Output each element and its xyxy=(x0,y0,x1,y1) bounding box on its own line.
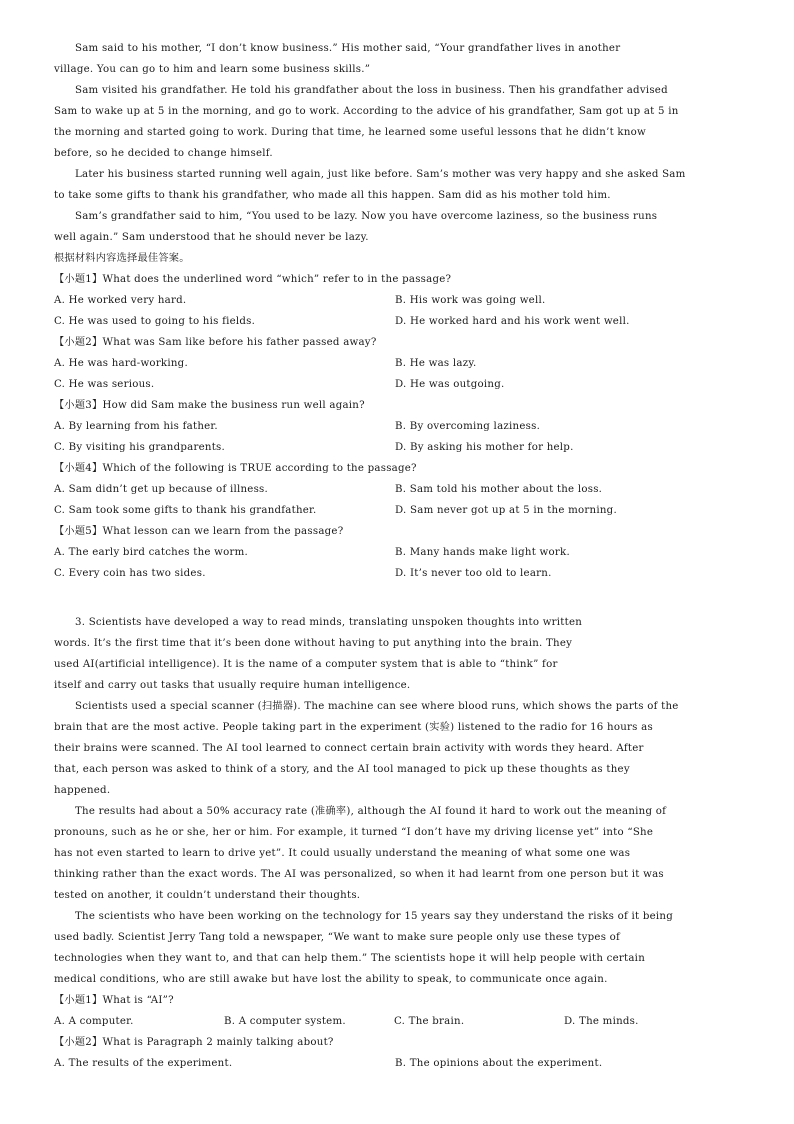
question-stem: 【小题3】How did Sam make the business run well again? xyxy=(54,400,365,411)
paragraph-line: Scientists used a special scanner (扫描器). The machine can see where blood runs, which shows the parts of the xyxy=(75,701,679,712)
question-stem: 【小题4】Which of the following is TRUE according to the passage? xyxy=(54,463,417,474)
paragraph-line: tested on another, it couldn’t understand their thoughts. xyxy=(54,890,361,901)
question-stem: 【小题2】What is Paragraph 2 mainly talking about? xyxy=(54,1037,334,1048)
option-d: D. He was outgoing. xyxy=(395,379,505,390)
option-c: C. Sam took some gifts to thank his grandfather. xyxy=(54,505,317,516)
option-c: C. Every coin has two sides. xyxy=(54,568,206,579)
question-stem: 【小题1】What does the underlined word “which” refer to in the passage? xyxy=(54,274,452,285)
option-b: B. Sam told his mother about the loss. xyxy=(395,484,603,495)
paragraph-line: has not even started to learn to drive yet”. It could usually understand the meaning of what some one was xyxy=(54,848,631,859)
paragraph-line: used AI(artificial intelligence). It is the name of a computer system that is able to “think” for xyxy=(54,659,558,670)
option-b: B. His work was going well. xyxy=(395,295,546,306)
paragraph-line: medical conditions, who are still awake but have lost the ability to speak, to communicate once again. xyxy=(54,974,608,985)
paragraph-line: well again.” Sam understood that he should never be lazy. xyxy=(54,232,369,243)
paragraph-line: to take some gifts to thank his grandfather, who made all this happen. Sam did as his mother told him. xyxy=(54,190,611,201)
paragraph-line: technologies when they want to, and that can help them.” The scientists hope it will help people with certain xyxy=(54,953,646,964)
question-stem: 【小题2】What was Sam like before his father passed away? xyxy=(54,337,377,348)
paragraph-line: Sam’s grandfather said to him, “You used to be lazy. Now you have overcome laziness, so the business runs xyxy=(75,211,658,222)
option-d: D. It’s never too old to learn. xyxy=(395,568,552,579)
option-c: C. The brain. xyxy=(394,1016,465,1027)
paragraph-line: their brains were scanned. The AI tool learned to connect certain brain activity with words they heard. After xyxy=(54,743,644,754)
paragraph-line: words. It’s the first time that it’s been done without having to put anything into the brain. They xyxy=(54,638,573,649)
option-d: D. The minds. xyxy=(564,1016,639,1027)
option-c: C. By visiting his grandparents. xyxy=(54,442,226,453)
paragraph-line: Sam said to his mother, “I don’t know business.” His mother said, “Your grandfather lives in another xyxy=(75,43,621,54)
paragraph-line: Sam to wake up at 5 in the morning, and go to work. According to the advice of his grandfather, Sam got up at 5 in xyxy=(54,106,679,117)
option-c: C. He was serious. xyxy=(54,379,155,390)
option-a: A. A computer. xyxy=(54,1016,134,1027)
option-a: A. He worked very hard. xyxy=(54,295,187,306)
paragraph-line: the morning and started going to work. During that time, he learned some useful lessons that he didn’t know xyxy=(54,127,647,138)
paragraph-line: thinking rather than the exact words. The AI was personalized, so when it had learnt from one person but it was xyxy=(54,869,664,880)
paragraph-line: Sam visited his grandfather. He told his grandfather about the loss in business. Then his grandfather advised xyxy=(75,85,668,96)
paragraph-line: village. You can go to him and learn some business skills.” xyxy=(54,64,371,75)
question-stem: 【小题1】What is “AI”? xyxy=(54,995,174,1006)
option-a: A. He was hard-working. xyxy=(54,358,188,369)
option-a: A. Sam didn’t get up because of illness. xyxy=(54,484,269,495)
option-a: A. The results of the experiment. xyxy=(54,1058,233,1069)
option-a: A. By learning from his father. xyxy=(54,421,218,432)
paragraph-line: Later his business started running well again, just like before. Sam’s mother was very happy and she asked Sam xyxy=(75,169,686,180)
option-b: B. He was lazy. xyxy=(395,358,477,369)
option-b: B. By overcoming laziness. xyxy=(395,421,541,432)
instruction: 根据材料内容选择最佳答案。 xyxy=(54,253,190,264)
paragraph-line: The scientists who have been working on the technology for 15 years say they understand the risks of it being xyxy=(75,911,673,922)
option-c: C. He was used to going to his fields. xyxy=(54,316,256,327)
paragraph-line: that, each person was asked to think of a story, and the AI tool managed to pick up these thoughts as they xyxy=(54,764,630,775)
option-a: A. The early bird catches the worm. xyxy=(54,547,249,558)
paragraph-line: The results had about a 50% accuracy rate (准确率), although the AI found it hard to work out the meaning of xyxy=(75,806,667,817)
question-stem: 【小题5】What lesson can we learn from the passage? xyxy=(54,526,344,537)
paragraph-line: 3. Scientists have developed a way to read minds, translating unspoken thoughts into written xyxy=(75,617,583,628)
paragraph-line: used badly. Scientist Jerry Tang told a newspaper, “We want to make sure people only use these types of xyxy=(54,932,621,943)
paragraph-line: pronouns, such as he or she, her or him. For example, it turned “I don’t have my driving license yet” into “She xyxy=(54,827,654,838)
option-d: D. He worked hard and his work went well. xyxy=(395,316,630,327)
paragraph-line: brain that are the most active. People taking part in the experiment (实验) listened to the radio for 16 hours as xyxy=(54,722,653,733)
option-b: B. The opinions about the experiment. xyxy=(395,1058,603,1069)
option-b: B. Many hands make light work. xyxy=(395,547,570,558)
option-d: D. By asking his mother for help. xyxy=(395,442,574,453)
option-b: B. A computer system. xyxy=(224,1016,346,1027)
option-d: D. Sam never got up at 5 in the morning. xyxy=(395,505,617,516)
paragraph-line: before, so he decided to change himself. xyxy=(54,148,273,159)
paragraph-line: itself and carry out tasks that usually require human intelligence. xyxy=(54,680,411,691)
paragraph-line: happened. xyxy=(54,785,111,796)
